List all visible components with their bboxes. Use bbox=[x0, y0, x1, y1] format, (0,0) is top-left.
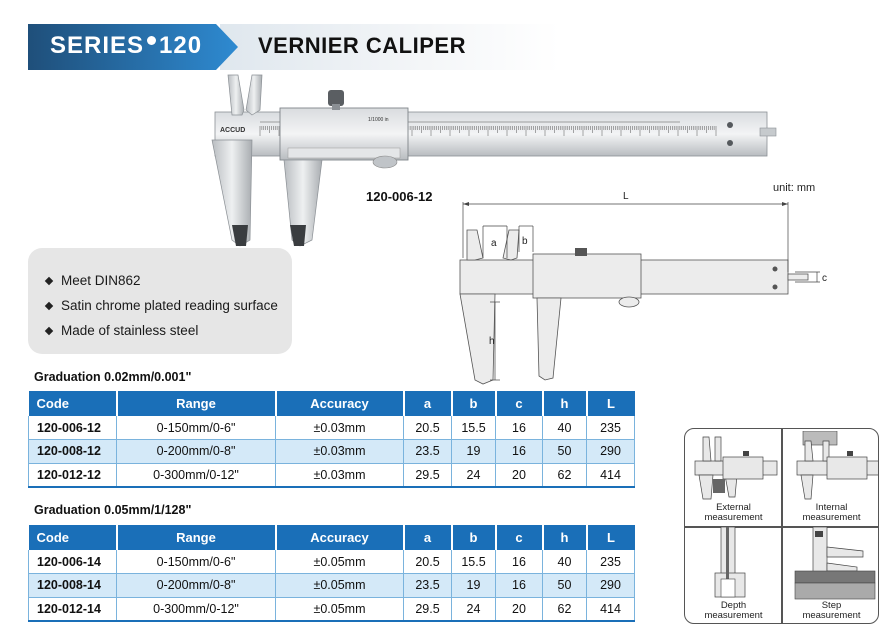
table-cell: ±0.03mm bbox=[276, 440, 404, 464]
table-cell: 16 bbox=[496, 574, 543, 598]
table-cell: 290 bbox=[587, 574, 635, 598]
col-header: L bbox=[587, 525, 635, 550]
table-cell: 40 bbox=[543, 550, 587, 574]
col-header: Range bbox=[117, 391, 276, 416]
dim-c-label: c bbox=[822, 273, 827, 284]
table-cell: 235 bbox=[587, 416, 635, 440]
table-cell: 19 bbox=[452, 574, 496, 598]
table-cell: 0-200mm/0-8" bbox=[117, 440, 276, 464]
col-header: b bbox=[452, 391, 496, 416]
table-cell: 15.5 bbox=[452, 416, 496, 440]
table-cell: 24 bbox=[452, 463, 496, 487]
internal-measurement-icon bbox=[783, 431, 879, 503]
table-cell: 16 bbox=[496, 440, 543, 464]
col-header: a bbox=[404, 525, 452, 550]
col-header: c bbox=[496, 525, 543, 550]
code-cell: 120-006-14 bbox=[29, 550, 117, 574]
step-label: Step measurement bbox=[802, 600, 861, 621]
table-cell: 40 bbox=[543, 416, 587, 440]
table-cell: 414 bbox=[587, 463, 635, 487]
table-cell: 23.5 bbox=[404, 440, 452, 464]
table-cell: 20.5 bbox=[404, 550, 452, 574]
table-cell: 235 bbox=[587, 550, 635, 574]
table-row bbox=[29, 550, 635, 574]
spec-table-0.02 bbox=[28, 391, 635, 488]
diamond-bullet-icon bbox=[45, 276, 53, 284]
measurement-modes-panel bbox=[684, 428, 879, 624]
col-header: c bbox=[496, 391, 543, 416]
external-measurement-icon bbox=[685, 431, 782, 503]
table-cell: 23.5 bbox=[404, 574, 452, 598]
table-row bbox=[29, 440, 635, 464]
diamond-bullet-icon bbox=[45, 301, 53, 309]
scale-note: 1/1000 in bbox=[368, 117, 389, 123]
table-cell: 0-300mm/0-12" bbox=[117, 597, 276, 621]
dim-a-label: a bbox=[491, 238, 497, 249]
col-header: Accuracy bbox=[276, 525, 404, 550]
table-cell: ±0.03mm bbox=[276, 463, 404, 487]
col-header: h bbox=[543, 391, 587, 416]
col-header: a bbox=[404, 391, 452, 416]
code-cell: 120-006-12 bbox=[29, 416, 117, 440]
table-cell: 20 bbox=[496, 597, 543, 621]
diamond-bullet-icon bbox=[45, 326, 53, 334]
table-cell: 50 bbox=[543, 574, 587, 598]
table-cell: ±0.05mm bbox=[276, 574, 404, 598]
graduation-title: Graduation 0.02mm/0.001" bbox=[34, 370, 192, 384]
table-row bbox=[29, 574, 635, 598]
series-label: SERIES 120 bbox=[50, 32, 203, 59]
table-cell: 50 bbox=[543, 440, 587, 464]
table-cell: 62 bbox=[543, 597, 587, 621]
table-cell: 290 bbox=[587, 440, 635, 464]
feature-item: Made of stainless steel bbox=[46, 318, 292, 343]
table-cell: 62 bbox=[543, 463, 587, 487]
table-header-row bbox=[29, 391, 635, 416]
col-header: L bbox=[587, 391, 635, 416]
table-cell: 0-200mm/0-8" bbox=[117, 574, 276, 598]
col-header: Range bbox=[117, 525, 276, 550]
col-header: Code bbox=[29, 391, 117, 416]
graduation-title: Graduation 0.05mm/1/128" bbox=[34, 503, 192, 517]
table-cell: ±0.05mm bbox=[276, 550, 404, 574]
table-row bbox=[29, 597, 635, 621]
feature-item: Meet DIN862 bbox=[46, 268, 292, 293]
table-cell: 414 bbox=[587, 597, 635, 621]
depth-measurement-icon bbox=[685, 527, 782, 601]
table-cell: 15.5 bbox=[452, 550, 496, 574]
table-cell: 20 bbox=[496, 463, 543, 487]
depth-label: Depth measurement bbox=[704, 600, 763, 621]
unit-label: unit: mm bbox=[773, 182, 816, 194]
feature-item: Satin chrome plated reading surface bbox=[46, 293, 292, 318]
internal-label: Internal measurement bbox=[802, 502, 861, 523]
table-cell: 24 bbox=[452, 597, 496, 621]
depth-measurement-cell bbox=[685, 527, 782, 624]
dim-b-label: b bbox=[522, 236, 528, 247]
code-cell: 120-008-14 bbox=[29, 574, 117, 598]
product-title: VERNIER CALIPER bbox=[258, 33, 466, 58]
table-cell: 16 bbox=[496, 416, 543, 440]
dim-L-label: L bbox=[623, 191, 629, 202]
table-cell: 0-150mm/0-6" bbox=[117, 550, 276, 574]
table-cell: ±0.03mm bbox=[276, 416, 404, 440]
col-header: h bbox=[543, 525, 587, 550]
step-measurement-cell bbox=[783, 527, 879, 624]
features-panel bbox=[28, 248, 292, 354]
external-measurement-cell bbox=[685, 429, 782, 526]
table-header-row bbox=[29, 525, 635, 550]
table-row bbox=[29, 416, 635, 440]
table-cell: 29.5 bbox=[404, 597, 452, 621]
code-cell: 120-012-14 bbox=[29, 597, 117, 621]
code-cell: 120-008-12 bbox=[29, 440, 117, 464]
dim-h-label: h bbox=[489, 336, 495, 347]
table-cell: ±0.05mm bbox=[276, 597, 404, 621]
step-measurement-icon bbox=[783, 527, 879, 601]
table-cell: 20.5 bbox=[404, 416, 452, 440]
table-cell: 0-150mm/0-6" bbox=[117, 416, 276, 440]
col-header: Code bbox=[29, 525, 117, 550]
col-header: Accuracy bbox=[276, 391, 404, 416]
table-cell: 29.5 bbox=[404, 463, 452, 487]
brand-logo: ACCUD bbox=[220, 127, 246, 134]
internal-measurement-cell bbox=[783, 429, 879, 526]
external-label: External measurement bbox=[704, 502, 763, 523]
table-cell: 0-300mm/0-12" bbox=[117, 463, 276, 487]
table-cell: 16 bbox=[496, 550, 543, 574]
model-caption: 120-006-12 bbox=[366, 189, 433, 204]
table-cell: 19 bbox=[452, 440, 496, 464]
col-header: b bbox=[452, 525, 496, 550]
technical-drawing bbox=[445, 180, 835, 390]
spec-table-0.05 bbox=[28, 525, 635, 622]
code-cell: 120-012-12 bbox=[29, 463, 117, 487]
table-row bbox=[29, 463, 635, 487]
